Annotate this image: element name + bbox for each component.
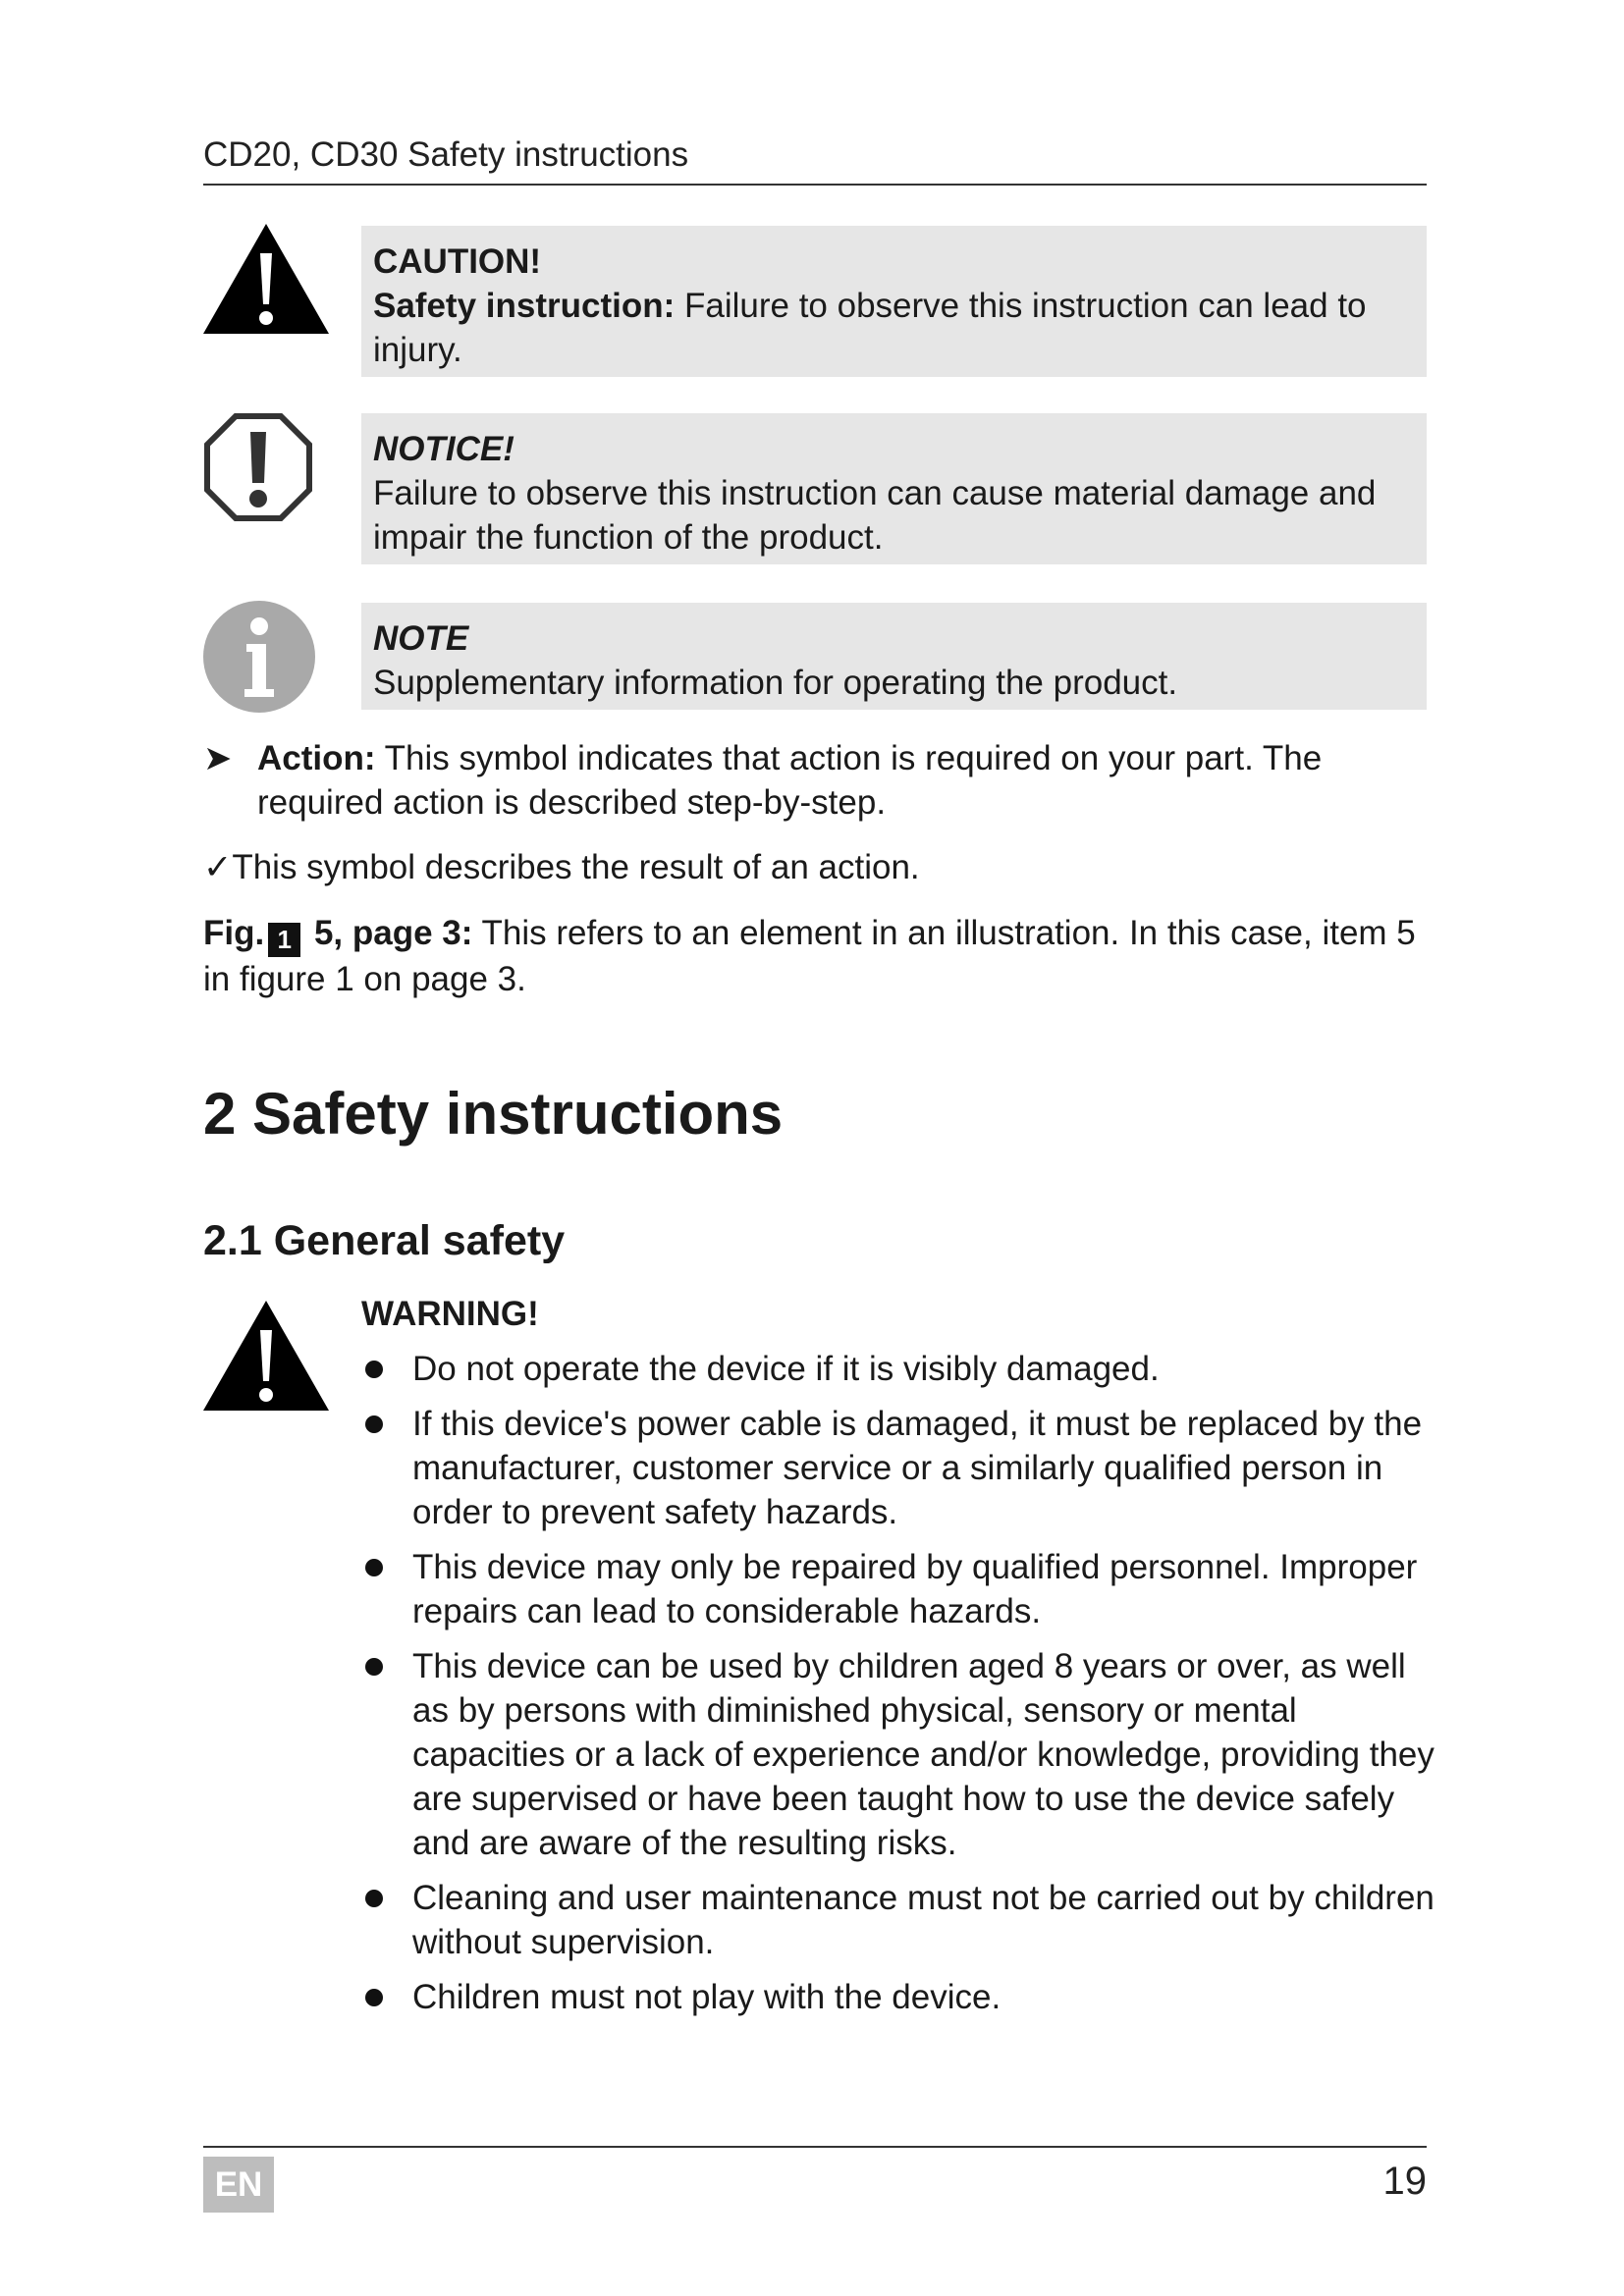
list-item	[361, 1644, 1441, 1865]
figref-prefix: Fig.	[203, 914, 265, 952]
list-item-text: Do not operate the device if it is visibly damaged.	[412, 1350, 1160, 1388]
bullet-icon	[365, 1989, 383, 2006]
list-item	[361, 1402, 1441, 1534]
warning-triangle-icon	[203, 1301, 329, 1411]
bullet-icon	[365, 1415, 383, 1433]
caution-title: CAUTION!	[373, 242, 542, 281]
language-badge: EN	[203, 2157, 274, 2213]
header-divider	[203, 184, 1427, 186]
subsection-title: 2.1 General safety	[203, 1217, 566, 1264]
caution-box	[361, 226, 1427, 377]
bullet-icon	[365, 1890, 383, 1907]
list-item-text: Children must not play with the device.	[412, 1978, 1001, 2016]
caution-body: Failure to observe this instruction can lead to injury.	[373, 287, 1367, 369]
list-item-text: If this device's power cable is damaged, it must be replaced by the manufacturer, customer service or a similarly qualified person in order to prevent safety hazards.	[412, 1405, 1423, 1531]
figure-number-badge: 1	[268, 923, 300, 957]
action-arrow-icon: ➤	[203, 739, 233, 777]
caution-text	[373, 284, 1415, 372]
list-item	[361, 1347, 1441, 1391]
page-header: CD20, CD30 Safety instructions	[203, 135, 689, 174]
footer-divider	[203, 2146, 1427, 2148]
list-item-text: Cleaning and user maintenance must not be carried out by children without supervision.	[412, 1879, 1435, 1961]
list-item-text: This device can be used by children aged 8 years or over, as well as by persons with diminished physical, sensory or mental capacities or a lack of experience and/or knowledge, providing they are supervised or have been taught how to use the device safely and are aware of the resulting risks.	[412, 1647, 1435, 1862]
figure-reference-paragraph	[203, 911, 1440, 1001]
note-text: Supplementary information for operating the product.	[373, 664, 1178, 702]
warning-triangle-icon	[203, 224, 329, 334]
list-item	[361, 1545, 1441, 1633]
bullet-icon	[365, 1361, 383, 1378]
bullet-icon	[365, 1559, 383, 1576]
action-text: This symbol indicates that action is required on your part. The required action is described step-by-step.	[257, 739, 1323, 822]
warning-list	[361, 1347, 1441, 2030]
note-title: NOTE	[373, 619, 469, 658]
list-item	[361, 1876, 1441, 1964]
notice-text: Failure to observe this instruction can cause material damage and impair the function of the product.	[373, 474, 1377, 557]
notice-title: NOTICE!	[373, 430, 514, 468]
info-icon	[203, 601, 315, 713]
notice-octagon-icon	[203, 412, 313, 522]
figref-suffix: 5, page 3:	[304, 914, 473, 952]
page-number: 19	[1382, 2160, 1427, 2203]
bullet-icon	[365, 1658, 383, 1676]
caution-label: Safety instruction:	[373, 287, 676, 325]
action-label: Action:	[257, 739, 376, 777]
warning-title: WARNING!	[361, 1295, 539, 1333]
action-paragraph	[203, 736, 1440, 825]
list-item-text: This device may only be repaired by qualified personnel. Improper repairs can lead to considerable hazards.	[412, 1548, 1418, 1630]
note-box	[361, 603, 1427, 710]
list-item	[361, 1975, 1441, 2019]
section-title: 2 Safety instructions	[203, 1081, 784, 1147]
checkmark-icon: ✓	[203, 848, 233, 886]
result-paragraph	[203, 845, 1440, 889]
notice-box	[361, 413, 1427, 564]
figref-text: This refers to an element in an illustration. In this case, item 5 in figure 1 on page 3.	[203, 914, 1416, 998]
result-text: This symbol describes the result of an action.	[232, 848, 920, 886]
